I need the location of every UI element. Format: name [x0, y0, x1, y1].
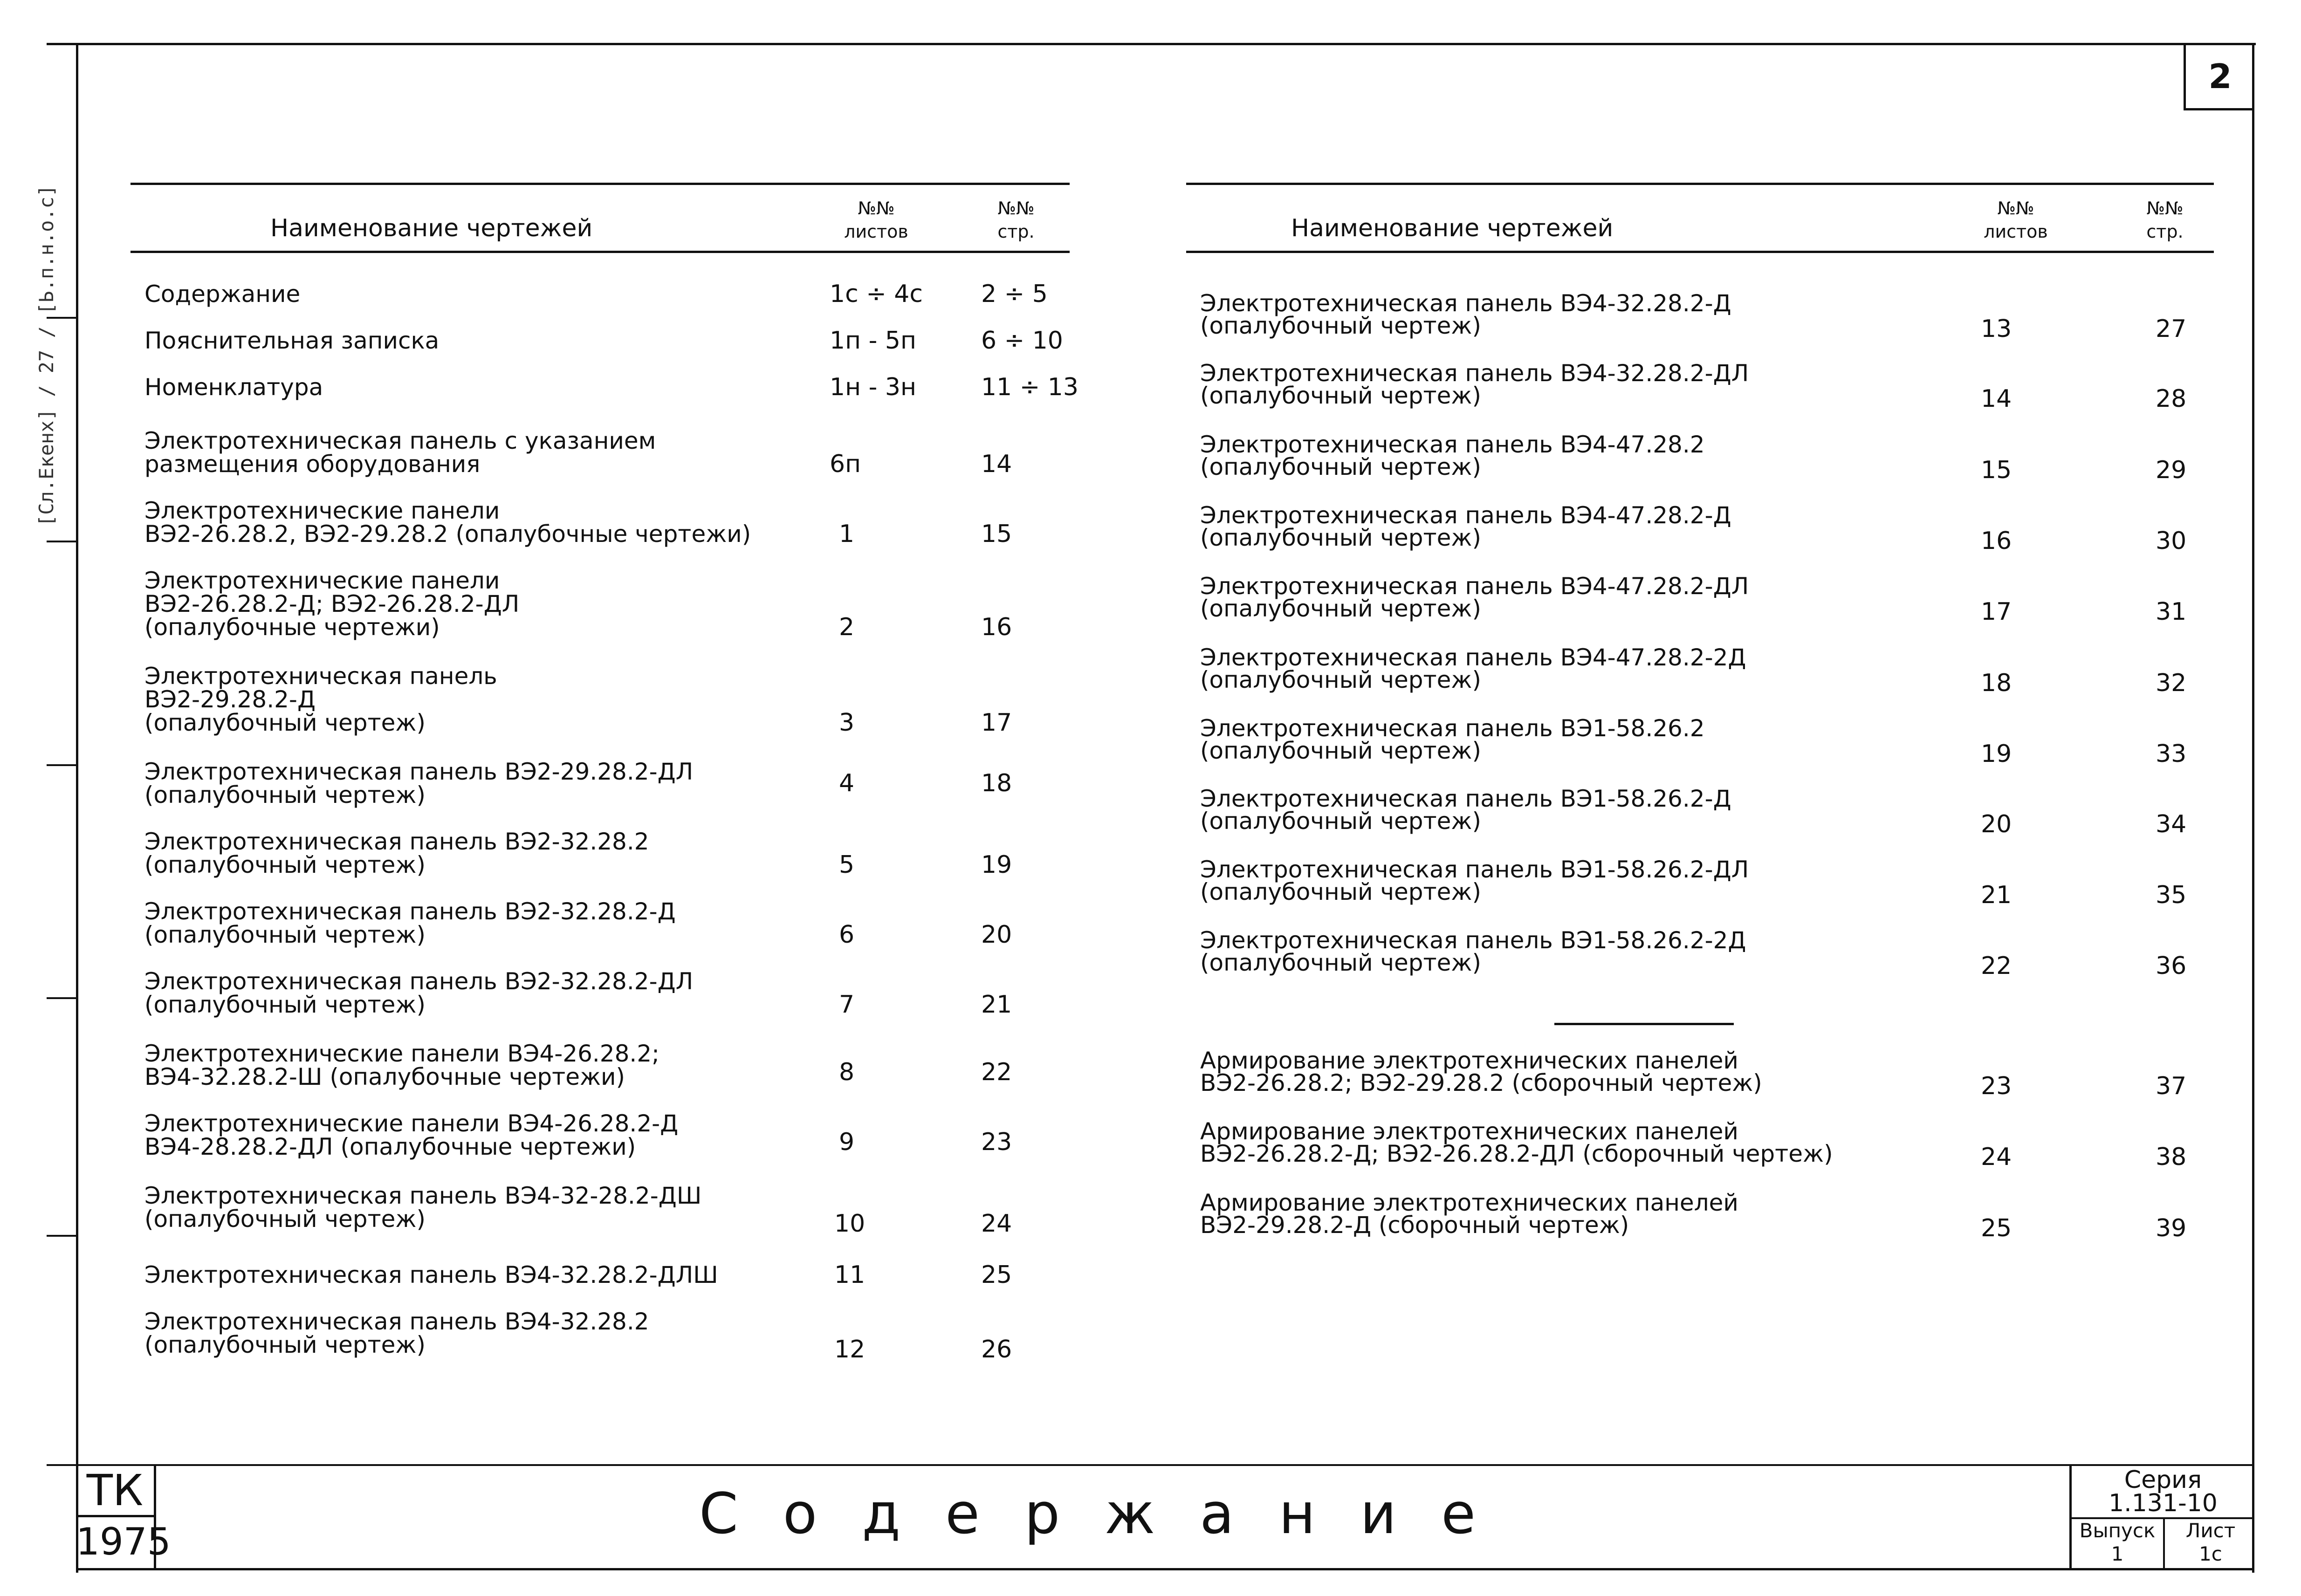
row-sheets: 7 [839, 991, 855, 1019]
row-title: Армирование электротехнических панелей [1200, 1047, 1738, 1074]
row-page: 14 [981, 450, 1012, 478]
row-sheets: 15 [1981, 456, 2012, 484]
row-page: 27 [2156, 315, 2187, 343]
row-sheets: 21 [1981, 881, 2012, 909]
frame-left-line [76, 43, 78, 1573]
row-title: Электротехническая панель ВЭ4-32.28.2-ДЛШ [144, 1261, 718, 1288]
row-subtitle: (опалубочный чертеж) [1200, 453, 1481, 480]
row-subtitle: размещения оборудования [144, 451, 481, 478]
row-sheets: 5 [839, 851, 855, 879]
row-page: 29 [2156, 456, 2187, 484]
row-subtitle: (опалубочный чертеж) [144, 921, 426, 948]
row-page: 22 [981, 1058, 1012, 1086]
row-subtitle: ВЭ4-32.28.2-Ш (опалубочные чертежи) [144, 1063, 625, 1090]
row-title: Электротехническая панель ВЭ4-47.28.2-Д [1200, 502, 1731, 529]
row-subtitle: ВЭ2-26.28.2-Д; ВЭ2-26.28.2-ДЛ [144, 590, 520, 617]
row-sheets: 22 [1981, 952, 2012, 980]
header-pages: стр. [997, 221, 1035, 242]
header-top-line [1186, 183, 2214, 185]
row-subtitle: (опалубочный чертеж) [144, 1206, 426, 1233]
row-subtitle: (опалубочный чертеж) [144, 1331, 426, 1358]
row-sheets: 8 [839, 1058, 855, 1086]
frame-footer-line [76, 1464, 2254, 1466]
row-sheets: 25 [1981, 1214, 2012, 1242]
row-page: 24 [981, 1210, 1012, 1238]
row-sheets: 3 [839, 709, 855, 737]
header-bottom-line [131, 251, 1070, 253]
frame-top-line [47, 43, 2256, 45]
row-subtitle: (опалубочный чертеж) [1200, 737, 1481, 764]
row-title: Электротехническая панель ВЭ4-32.28.2-Д [1200, 290, 1731, 317]
row-subtitle: ВЭ2-26.28.2, ВЭ2-29.28.2 (опалубочные чертежи) [144, 521, 751, 548]
row-title: Электротехническая панель ВЭ1-58.26.2-Д [1200, 785, 1731, 812]
row-sheets: 23 [1981, 1072, 2012, 1100]
row-subtitle: ВЭ4-28.28.2-ДЛ (опалубочные чертежи) [144, 1133, 636, 1160]
row-title: Армирование электротехнических панелей [1200, 1118, 1738, 1145]
header-top-line [131, 183, 1070, 185]
row-sheets: 11 [834, 1261, 865, 1289]
row-title: Электротехническая панель ВЭ4-32.28.2-ДЛ [1200, 360, 1749, 387]
binding-tick [47, 1464, 77, 1466]
row-sheets: 1 [839, 520, 855, 548]
row-page: 39 [2156, 1214, 2187, 1242]
row-sheets: 16 [1981, 527, 2012, 555]
row-subtitle: (опалубочные чертежи) [144, 614, 440, 641]
org-stamp [76, 1466, 171, 1568]
row-subtitle: ВЭ2-29.28.2-Д [144, 686, 316, 713]
row-subtitle: (опалубочный чертеж) [144, 709, 426, 736]
row-page: 28 [2156, 385, 2187, 413]
row-sheets: 18 [1981, 669, 2012, 697]
issue-value: 1 [2111, 1542, 2124, 1565]
row-title: Электротехническая панель ВЭ4-32-28.2-ДШ [144, 1182, 702, 1209]
row-sheets: 14 [1981, 385, 2012, 413]
row-title: Электротехническая панель ВЭ1-58.26.2-ДЛ [1200, 856, 1749, 883]
row-subtitle: (опалубочный чертеж) [1200, 382, 1481, 409]
row-title: Электротехнические панели ВЭ4-26.28.2-Д [144, 1110, 679, 1137]
row-subtitle: (опалубочный чертеж) [1200, 312, 1481, 339]
row-title: Электротехническая панель ВЭ2-32.28.2 [144, 828, 649, 855]
issue-label: Выпуск [2079, 1519, 2156, 1542]
row-title: Армирование электротехнических панелей [1200, 1189, 1738, 1216]
row-sheets: 19 [1981, 740, 2012, 768]
row-page: 36 [2156, 952, 2187, 980]
row-title: Электротехническая панель ВЭ2-32.28.2-ДЛ [144, 968, 694, 995]
sheet-label: Лист [2185, 1519, 2236, 1542]
header-bottom-line [1186, 251, 2214, 253]
header-sheets: листов [1984, 221, 2048, 242]
row-subtitle: (опалубочный чертеж) [1200, 808, 1481, 835]
row-page: 20 [981, 921, 1012, 949]
row-title: Электротехнические панели ВЭ4-26.28.2; [144, 1040, 659, 1067]
row-sheets: 24 [1981, 1143, 2012, 1171]
row-sheets: 12 [834, 1336, 865, 1363]
binding-tick [47, 997, 77, 999]
row-subtitle: (опалубочный чертеж) [144, 781, 426, 808]
row-sheets: 2 [839, 613, 855, 641]
header-pages-no: №№ [2146, 198, 2184, 219]
row-title: Электротехническая панель ВЭ4-47.28.2 [1200, 431, 1705, 458]
row-page: 23 [981, 1128, 1012, 1156]
section-divider [1554, 1023, 1734, 1025]
row-sheets: 1п - 5п [830, 327, 916, 355]
sheet-value: 1с [2199, 1542, 2222, 1565]
row-title: Содержание [144, 281, 301, 308]
series-label: Серия [2124, 1466, 2202, 1494]
row-title: Электротехническая панель ВЭ4-47.28.2-2Д [1200, 644, 1746, 671]
row-page: 19 [981, 851, 1012, 879]
header-name: Наименование чертежей [1291, 214, 1614, 242]
row-title: Электротехническая панель [144, 663, 497, 690]
row-page: 18 [981, 769, 1012, 797]
row-sheets: 13 [1981, 315, 2012, 343]
row-subtitle: ВЭ2-29.28.2-Д (сборочный чертеж) [1200, 1212, 1629, 1239]
row-page: 17 [981, 709, 1012, 737]
row-sheets: 6 [839, 921, 855, 949]
row-page: 35 [2156, 881, 2187, 909]
row-page: 16 [981, 613, 1012, 641]
row-title: Электротехническая панель ВЭ2-29.28.2-ДЛ [144, 758, 694, 785]
binding-note: [Сл.Екенх] / 27 / [Ь.п.н.о.с] [35, 185, 58, 527]
row-sheets: 1н - 3н [830, 373, 916, 401]
header-name: Наименование чертежей [270, 214, 593, 242]
row-page: 11 ÷ 13 [981, 373, 1078, 401]
row-title: Электротехнические панели [144, 567, 500, 594]
row-page: 30 [2156, 527, 2187, 555]
row-subtitle: (опалубочный чертеж) [1200, 949, 1481, 976]
row-sheets: 17 [1981, 598, 2012, 626]
row-subtitle: (опалубочный чертеж) [1200, 524, 1481, 551]
row-page: 31 [2156, 598, 2187, 626]
header-sheets: листов [844, 221, 908, 242]
row-page: 21 [981, 991, 1012, 1019]
row-page: 26 [981, 1336, 1012, 1363]
row-title: Электротехническая панель с указанием [144, 427, 656, 454]
row-title: Электротехническая панель ВЭ4-32.28.2 [144, 1308, 649, 1335]
page-number: 2 [2184, 45, 2254, 110]
sheet-title: Содержание [699, 1482, 1521, 1547]
binding-tick [47, 1235, 77, 1237]
row-title: Пояснительная записка [144, 327, 440, 354]
header-pages-no: №№ [997, 198, 1035, 219]
row-sheets: 6п [830, 450, 861, 478]
row-page: 38 [2156, 1143, 2187, 1171]
row-page: 34 [2156, 810, 2187, 838]
row-title: Электротехническая панель ВЭ4-47.28.2-ДЛ [1200, 573, 1749, 600]
series-block [2069, 1466, 2254, 1568]
header-sheets-no: №№ [1997, 198, 2034, 219]
row-subtitle: (опалубочный чертеж) [144, 851, 426, 878]
row-subtitle: (опалубочный чертеж) [144, 991, 426, 1018]
binding-tick [47, 541, 77, 542]
row-page: 15 [981, 520, 1012, 548]
row-title: Электротехнические панели [144, 497, 500, 524]
row-sheets: 20 [1981, 810, 2012, 838]
row-page: 25 [981, 1261, 1012, 1289]
row-subtitle: ВЭ2-26.28.2-Д; ВЭ2-26.28.2-ДЛ (сборочный чертеж) [1200, 1140, 1833, 1167]
row-sheets: 1с ÷ 4с [830, 280, 923, 308]
binding-tick [47, 764, 77, 766]
header-pages: стр. [2146, 221, 2184, 242]
row-subtitle: (опалубочный чертеж) [1200, 666, 1481, 693]
row-page: 37 [2156, 1072, 2187, 1100]
org-code: ТК [76, 1466, 154, 1517]
row-title: Электротехническая панель ВЭ1-58.26.2 [1200, 715, 1705, 742]
frame-bottom-line [76, 1568, 2254, 1570]
row-subtitle: (опалубочный чертеж) [1200, 595, 1481, 622]
row-subtitle: ВЭ2-26.28.2; ВЭ2-29.28.2 (сборочный чертеж) [1200, 1069, 1762, 1096]
frame-right-line [2252, 43, 2254, 1573]
series-value: 1.131-10 [2109, 1489, 2218, 1517]
row-page: 6 ÷ 10 [981, 327, 1063, 355]
binding-tick [47, 43, 77, 45]
row-title: Электротехническая панель ВЭ2-32.28.2-Д [144, 898, 676, 925]
issue-year: 1975 [76, 1520, 171, 1563]
row-page: 32 [2156, 669, 2187, 697]
row-page: 2 ÷ 5 [981, 280, 1048, 308]
row-sheets: 9 [839, 1128, 855, 1156]
row-subtitle: (опалубочный чертеж) [1200, 878, 1481, 905]
row-title: Электротехническая панель ВЭ1-58.26.2-2Д [1200, 927, 1746, 954]
row-page: 33 [2156, 740, 2187, 768]
row-sheets: 4 [839, 769, 855, 797]
row-sheets: 10 [834, 1210, 865, 1238]
row-title: Номенклатура [144, 374, 323, 401]
header-sheets-no: №№ [858, 198, 895, 219]
